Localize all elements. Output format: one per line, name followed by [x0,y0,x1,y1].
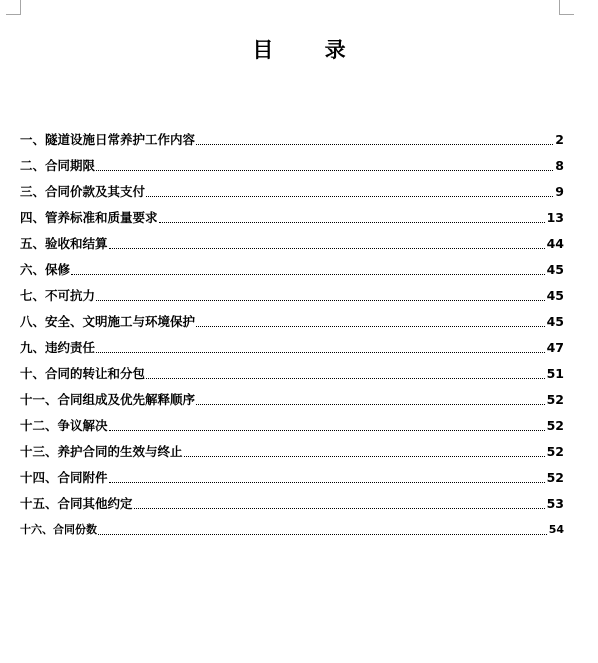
toc-entry[interactable] [20,202,564,228]
toc-entry[interactable] [20,150,564,176]
toc-entry-label: 八、安全、文明施工与环境保护 [20,314,196,329]
toc-entry[interactable] [20,280,564,306]
toc-entry-label: 十五、合同其他约定 [20,496,133,511]
toc-entry-label: 十二、争议解决 [20,418,108,433]
toc-entry-label: 十、合同的转让和分包 [20,366,146,381]
toc-entry-page: 45 [546,314,564,329]
toc-dot-leader [96,170,553,171]
toc-entry-page: 52 [546,418,564,433]
toc-dot-leader [96,300,545,301]
toc-entry[interactable] [20,384,564,410]
toc-entry-page: 53 [546,496,564,511]
toc-entry-label: 七、不可抗力 [20,288,96,303]
toc-dot-leader [109,248,545,249]
crop-mark-top-right [559,0,574,15]
toc-entry-page: 51 [546,366,564,381]
toc-title: 目 录 [252,38,368,62]
toc-entry[interactable] [20,410,564,436]
toc-dot-leader [196,144,553,145]
toc-list [20,124,564,540]
toc-entry[interactable] [20,176,564,202]
toc-entry-label: 十四、合同附件 [20,470,108,485]
toc-entry[interactable] [20,332,564,358]
toc-entry[interactable] [20,306,564,332]
toc-entry-page: 52 [546,444,564,459]
toc-entry-label: 一、隧道设施日常养护工作内容 [20,132,196,147]
toc-entry-page: 44 [546,236,564,251]
toc-dot-leader [98,534,547,535]
toc-entry[interactable] [20,254,564,280]
toc-entry[interactable] [20,436,564,462]
toc-entry-label: 十六、合同份数 [20,523,97,536]
toc-dot-leader [71,274,545,275]
toc-entry-label: 十一、合同组成及优先解释顺序 [20,392,196,407]
toc-entry-page: 13 [546,210,564,225]
crop-mark-top-left [6,0,21,15]
toc-entry-page: 47 [546,340,564,355]
toc-dot-leader [109,430,545,431]
toc-dot-leader [196,404,545,405]
toc-dot-leader [109,482,545,483]
toc-entry[interactable] [20,462,564,488]
toc-entry-page: 54 [548,523,564,536]
toc-entry[interactable] [20,358,564,384]
toc-entry-page: 52 [546,470,564,485]
toc-entry-label: 三、合同价款及其支付 [20,184,146,199]
toc-dot-leader [134,508,545,509]
toc-entry-label: 十三、养护合同的生效与终止 [20,444,183,459]
toc-entry-label: 九、违约责任 [20,340,96,355]
toc-entry-page: 45 [546,288,564,303]
toc-dot-leader [159,222,545,223]
toc-entry[interactable] [20,124,564,150]
toc-entry[interactable] [20,228,564,254]
toc-entry[interactable] [20,488,564,514]
toc-entry-page: 45 [546,262,564,277]
toc-dot-leader [196,326,545,327]
toc-dot-leader [146,378,545,379]
toc-entry-page: 52 [546,392,564,407]
toc-dot-leader [96,352,545,353]
toc-entry-label: 二、合同期限 [20,158,96,173]
toc-entry-page: 2 [555,132,564,147]
toc-dot-leader [146,196,553,197]
toc-entry-label: 六、保修 [20,262,71,277]
toc-entry-label: 五、验收和结算 [20,236,108,251]
toc-entry[interactable] [20,514,564,540]
toc-dot-leader [184,456,545,457]
toc-entry-page: 8 [555,158,564,173]
toc-entry-label: 四、管养标准和质量要求 [20,210,158,225]
toc-entry-page: 9 [555,184,564,199]
